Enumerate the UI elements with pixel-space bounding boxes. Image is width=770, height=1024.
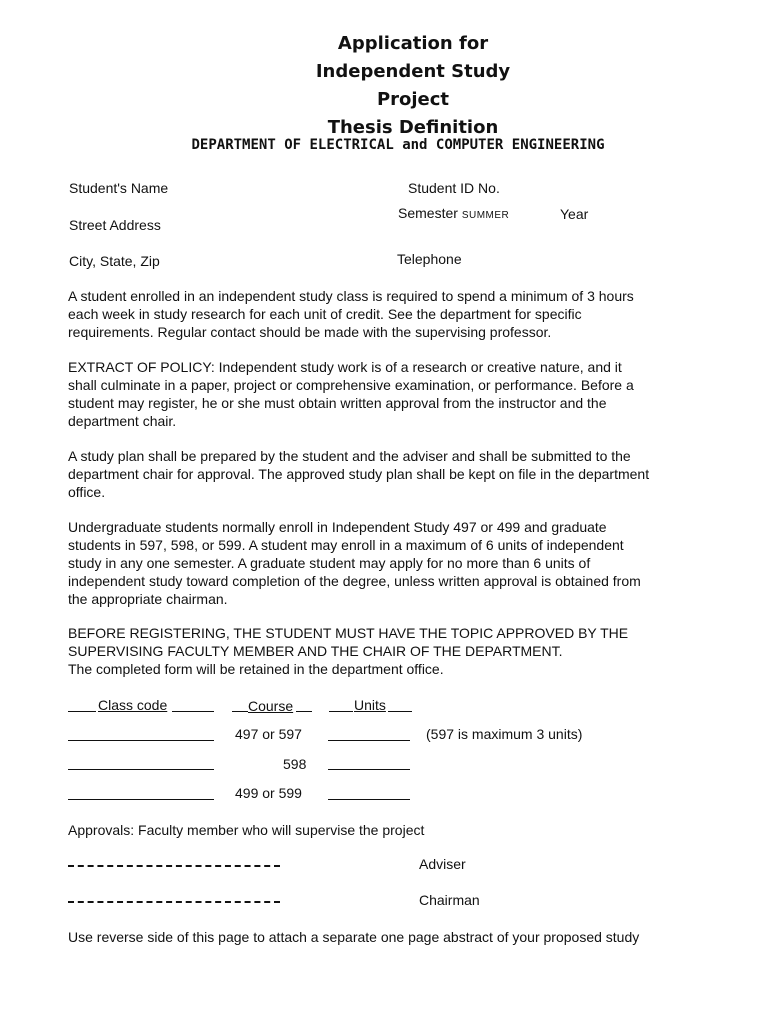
adviser-label: Adviser — [419, 856, 466, 872]
units-blank[interactable] — [328, 799, 410, 800]
paragraph-line: The completed form will be retained in the department office. — [68, 661, 444, 677]
telephone-label: Telephone — [397, 251, 462, 267]
semester-label — [398, 205, 509, 221]
title-line-4: Thesis Definition — [327, 117, 499, 138]
class-code-header: Class code — [98, 697, 168, 713]
paragraph-line: department chair for approval. The approved study plan shall be kept on file in the department — [68, 466, 650, 482]
paragraph-line: A study plan shall be prepared by the student and the adviser and shall be submitted to the — [68, 448, 631, 464]
title-line-1: Application for — [337, 33, 489, 54]
paragraph-line: EXTRACT OF POLICY: Independent study work is of a research or creative nature, and it — [68, 359, 622, 375]
chairman-label: Chairman — [419, 892, 480, 908]
paragraph-line: students in 597, 598, or 599. A student may enroll in a maximum of 6 units of independent — [68, 537, 624, 553]
paragraph-line: study in any one semester. A graduate student may apply for no more than 6 units of — [68, 555, 591, 571]
street-address-label: Street Address — [69, 217, 161, 233]
semester-label-text: Semester — [398, 205, 458, 221]
title-line-2: Independent Study — [315, 61, 511, 82]
paragraph-line: each week in study research for each unit of credit. See the department for specific — [68, 306, 582, 322]
chairman-signature-line[interactable] — [68, 901, 280, 903]
course-number: 598 — [283, 756, 307, 772]
units-header-rule — [388, 711, 412, 712]
footer-note: Use reverse side of this page to attach a separate one page abstract of your proposed study — [68, 929, 640, 945]
paragraph-before-registering — [68, 624, 718, 678]
class-code-blank[interactable] — [68, 740, 214, 741]
paragraph-line: requirements. Regular contact should be made with the supervising professor. — [68, 324, 552, 340]
paragraph-line: SUPERVISING FACULTY MEMBER AND THE CHAIR OF THE DEPARTMENT. — [68, 643, 563, 659]
student-name-label: Student's Name — [69, 180, 169, 196]
paragraph-enrollment — [68, 518, 718, 608]
paragraph-study-plan — [68, 447, 718, 501]
adviser-signature-line[interactable] — [68, 865, 280, 867]
department-heading: DEPARTMENT OF ELECTRICAL and COMPUTER ENGINEERING — [191, 137, 605, 153]
units-blank[interactable] — [328, 740, 410, 741]
city-state-zip-label: City, State, Zip — [69, 253, 160, 269]
course-header: Course — [248, 698, 294, 714]
course-number: 499 or 599 — [235, 785, 302, 801]
year-label: Year — [560, 206, 589, 222]
paragraph-line: A student enrolled in an independent study class is required to spend a minimum of 3 hours — [68, 288, 634, 304]
course-number: 497 or 597 — [235, 726, 302, 742]
paragraph-line: student may register, he or she must obtain written approval from the instructor and the — [68, 395, 607, 411]
paragraph-line: shall culminate in a paper, project or comprehensive examination, or performance. Before a — [68, 377, 634, 393]
units-header: Units — [354, 697, 386, 713]
paragraph-line: department chair. — [68, 413, 177, 429]
paragraph-policy — [68, 358, 718, 430]
paragraph-line: independent study toward completion of the degree, unless written approval is obtained from — [68, 573, 641, 589]
class-code-header-rule — [172, 711, 214, 712]
form-title — [0, 30, 770, 142]
units-blank[interactable] — [328, 769, 410, 770]
course-header-rule — [296, 711, 312, 712]
class-code-header-rule — [68, 711, 96, 712]
course-header-rule — [232, 711, 248, 712]
class-code-blank[interactable] — [68, 799, 214, 800]
approvals-label: Approvals: Faculty member who will supervise the project — [68, 822, 425, 838]
units-header-rule — [329, 711, 353, 712]
student-id-label: Student ID No. — [408, 180, 500, 196]
course-note: (597 is maximum 3 units) — [426, 726, 583, 742]
paragraph-line: BEFORE REGISTERING, THE STUDENT MUST HAVE THE TOPIC APPROVED BY THE — [68, 625, 629, 641]
paragraph-line: the appropriate chairman. — [68, 591, 228, 607]
semester-value: SUMMER — [461, 210, 510, 221]
class-code-blank[interactable] — [68, 769, 214, 770]
paragraph-line: office. — [68, 484, 106, 500]
paragraph-requirements — [68, 287, 718, 341]
paragraph-line: Undergraduate students normally enroll in Independent Study 497 or 499 and graduate — [68, 519, 607, 535]
title-line-3: Project — [376, 89, 450, 110]
